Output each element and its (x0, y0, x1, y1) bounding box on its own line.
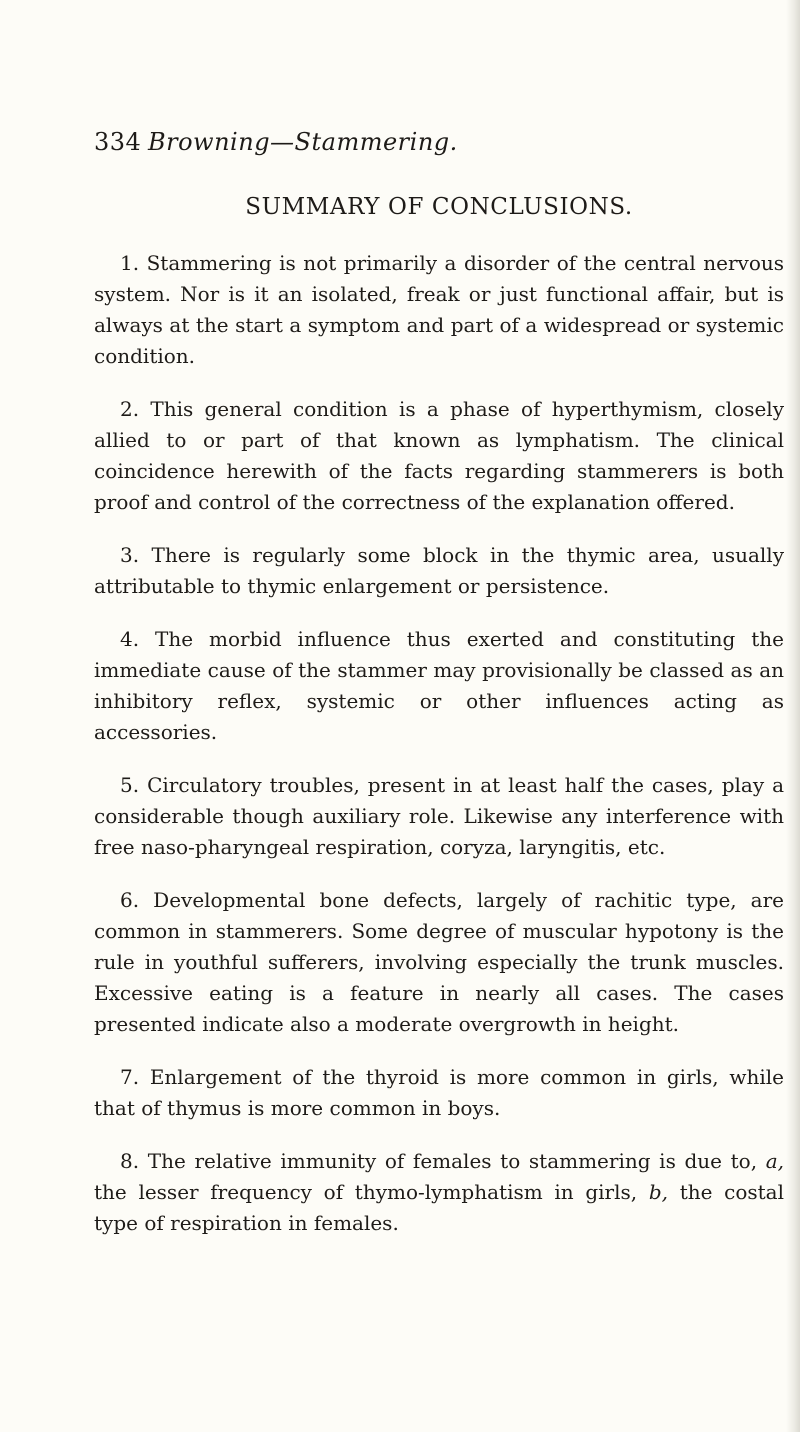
conclusion-number: 5. (120, 773, 140, 797)
conclusion-6 (94, 885, 784, 1040)
running-head (94, 128, 714, 168)
conclusions-list (94, 248, 784, 1261)
conclusion-2 (94, 394, 784, 518)
conclusion-5 (94, 770, 784, 863)
conclusion-text: Developmental bone defects, largely of rachitic type, are common in stammerers. Some degree of muscular hypotony is the rule in youthful sufferers, involving especially the trunk muscles. Excessive eating is a feature in nearly all cases. The cases presented indicate also a moderate overgrowth in height. (94, 888, 785, 1036)
conclusion-text: Enlargement of the thyroid is more common in girls, while that of thymus is more common in boys. (94, 1065, 784, 1120)
conclusion-8 (94, 1146, 784, 1239)
conclusion-text: Stammering is not primarily a disorder of the central nervous system. Nor is it an isolated, freak or just functional affair, but is always at the start a symptom and part of a widespread or systemic condition. (94, 251, 785, 368)
conclusion-text: There is regularly some block in the thymic area, usually attributable to thymic enlargement or persistence. (94, 543, 784, 598)
conclusion-number: 6. (120, 888, 140, 912)
conclusion-number: 8. (120, 1149, 140, 1173)
conclusion-number: 4. (120, 627, 140, 651)
conclusion-text: Circulatory troubles, present in at least half the cases, play a considerable though auxiliary role. Likewise any interference with free naso-pharyngeal respiration, coryza, laryngitis, etc. (94, 773, 785, 859)
conclusion-text-part2: the lesser frequency of thymo-lymphatism in girls, (94, 1180, 638, 1204)
conclusion-number: 3. (120, 543, 140, 567)
conclusion-number: 2. (120, 397, 140, 421)
page-number: 334 (94, 128, 142, 156)
conclusion-1 (94, 248, 784, 372)
conclusion-text-part3: the costal type of respiration in females. (94, 1180, 784, 1235)
conclusion-text: This general condition is a phase of hyperthymism, closely allied to or part of that known as lymphatism. The clinical coincidence herewith of the facts regarding stammerers is both proof and control of the correctness of the explanation offered. (94, 397, 784, 514)
running-title: Browning—Stammering. (148, 128, 458, 156)
conclusion-text-part1: The relative immunity of females to stammering is due to, (147, 1149, 758, 1173)
conclusion-3 (94, 540, 784, 602)
conclusion-text: The morbid influence thus exerted and constituting the immediate cause of the stammer may provisionally be classed as an inhibitory reflex, systemic or other influences acting as accessories. (94, 627, 784, 744)
italic-marker-b: b, (648, 1180, 668, 1204)
conclusion-number: 1. (120, 251, 140, 275)
conclusion-4 (94, 624, 784, 748)
page-edge-shadow (786, 0, 800, 1432)
section-heading: SUMMARY OF CONCLUSIONS. (245, 194, 633, 220)
italic-marker-a: a, (765, 1149, 785, 1173)
conclusion-number: 7. (120, 1065, 140, 1089)
conclusion-7 (94, 1062, 784, 1124)
